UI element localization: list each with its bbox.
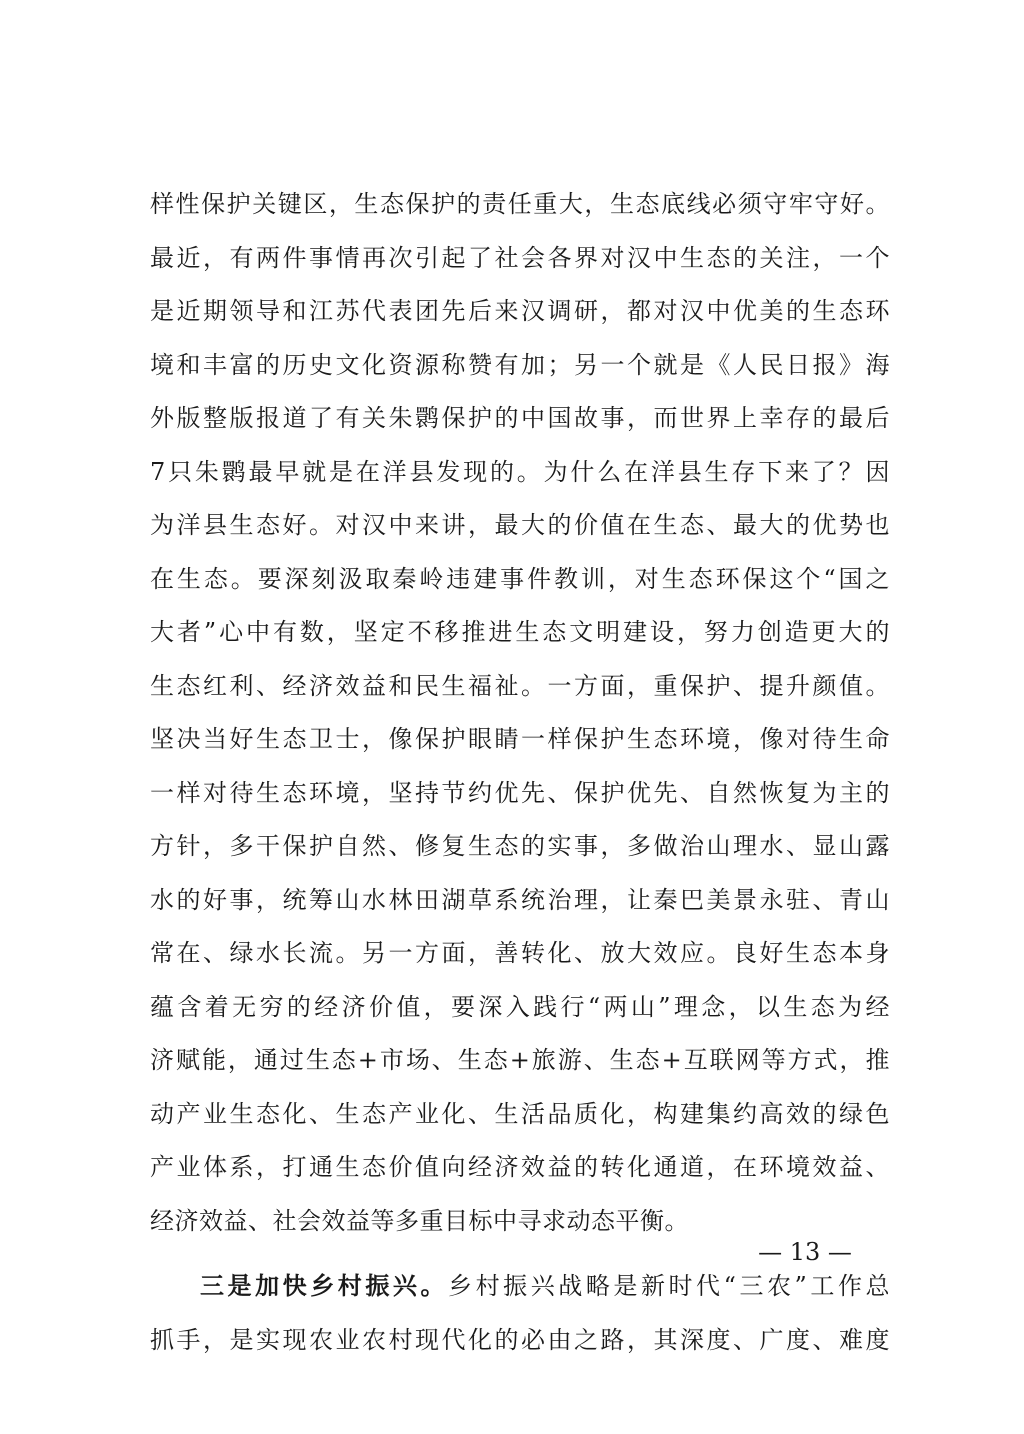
text-line: 一样对待生态环境，坚持节约优先、保护优先、自然恢复为主的 bbox=[150, 778, 890, 807]
text-line: 样性保护关键区，生态保护的责任重大，生态底线必须守牢守好。 bbox=[150, 190, 890, 218]
section-heading: 三是加快乡村振兴。 bbox=[200, 1272, 449, 1300]
text-line: 生态红利、经济效益和民生福祉。一方面，重保护、提升颜值。 bbox=[150, 671, 890, 700]
text-line: 为洋县生态好。对汉中来讲，最大的价值在生态、最大的优势也 bbox=[150, 511, 890, 539]
text-line: 是近期领导和江苏代表团先后来汉调研，都对汉中优美的生态环 bbox=[150, 297, 890, 325]
text-line: 7只朱鹮最早就是在洋县发现的。为什么在洋县生存下来了？因 bbox=[150, 457, 890, 486]
text-line: 经济效益、社会效益等多重目标中寻求动态平衡。 bbox=[150, 1206, 689, 1235]
text-line: 外版整版报道了有关朱鹮保护的中国故事，而世界上幸存的最后 bbox=[150, 404, 890, 432]
text-line: 在生态。要深刻汲取秦岭违建事件教训，对生态环保这个“国之 bbox=[150, 564, 890, 593]
paragraph-2-text: 乡村振兴战略是新时代“三农”工作总 bbox=[448, 1272, 890, 1300]
text-line: 济赋能，通过生态+市场、生态+旅游、生态+互联网等方式，推 bbox=[150, 1046, 890, 1074]
text-line: 坚决当好生态卫士，像保护眼睛一样保护生态环境，像对待生命 bbox=[150, 725, 890, 753]
page-number: — 13 — bbox=[758, 1238, 852, 1266]
text-line: 境和丰富的历史文化资源称赞有加；另一个就是《人民日报》海 bbox=[150, 350, 890, 379]
text-line: 抓手，是实现农业农村现代化的必由之路，其深度、广度、难度 bbox=[150, 1325, 890, 1354]
text-line: 动产业生态化、生态产业化、生活品质化，构建集约高效的绿色 bbox=[150, 1099, 890, 1128]
text-line: 产业体系，打通生态价值向经济效益的转化通道，在环境效益、 bbox=[150, 1153, 890, 1181]
text-line: 方针，多干保护自然、修复生态的实事，多做治山理水、显山露 bbox=[150, 832, 890, 860]
text-line: 水的好事，统筹山水林田湖草系统治理，让秦巴美景永驻、青山 bbox=[150, 885, 890, 914]
body-text bbox=[150, 178, 890, 1367]
text-line: 常在、绿水长流。另一方面，善转化、放大效应。良好生态本身 bbox=[150, 939, 890, 967]
text-line: 蕴含着无穷的经济价值，要深入践行“两山”理念，以生态为经 bbox=[150, 992, 890, 1021]
text-line: 大者”心中有数，坚定不移推进生态文明建设，努力创造更大的 bbox=[150, 618, 890, 646]
text-line: 最近，有两件事情再次引起了社会各界对汉中生态的关注，一个 bbox=[150, 243, 890, 272]
